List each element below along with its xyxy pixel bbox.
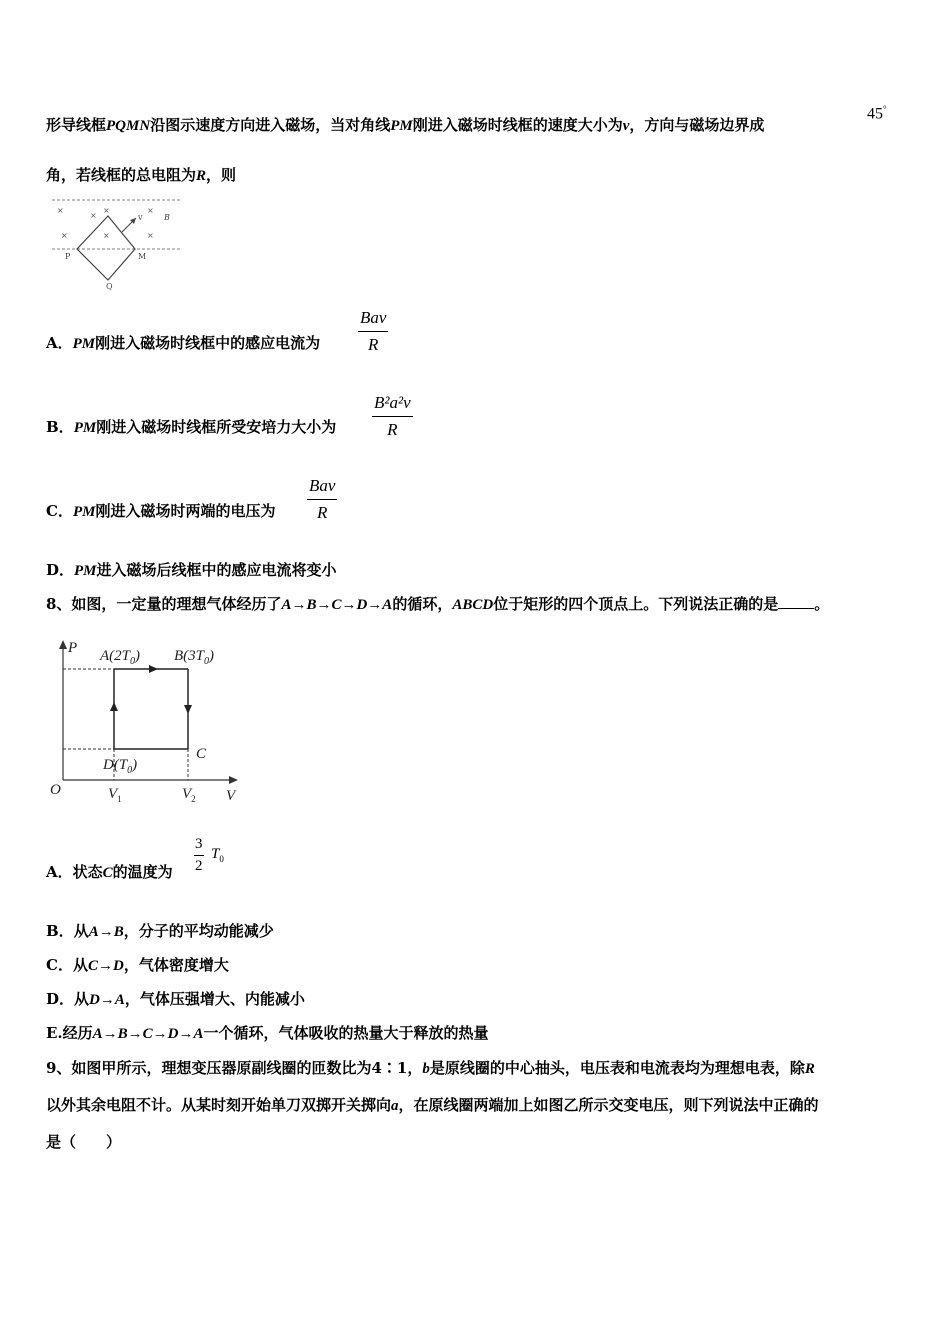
q8-option-d[interactable]: D．从D→A，气体压强增大、内能减小 (46, 990, 305, 1008)
cycle-rectangle (114, 669, 188, 749)
q8-option-b[interactable]: B．从A→B，分子的平均动能减少 (46, 922, 274, 940)
label-origin: O (50, 782, 61, 798)
label-M: M (138, 252, 147, 261)
q8-a-fraction: $\frac{3}{2}$ (195, 836, 203, 874)
label-B: B (164, 213, 170, 222)
arrow-b-to-c (184, 705, 192, 714)
q8-option-c[interactable]: C．从C→D，气体密度增大 (46, 956, 229, 974)
label-P: P (65, 252, 71, 261)
q9-stem-line1: 9、如图甲所示，理想变压器原副线圈的匝数比为4∶1，b是原线圈的中心抽头，电压表和电流表均为理想电表，除R (46, 1059, 815, 1077)
label-p-axis: P (68, 640, 78, 656)
arrow-d-to-a (110, 702, 118, 711)
q8-stem: 8、如图，一定量的理想气体经历了A→B→C→D→A的循环，ABCD位于矩形的四个顶点上。下列说法正确的是 。 (46, 595, 830, 613)
square-loop (77, 216, 135, 280)
answer-blank[interactable] (778, 594, 814, 609)
q7-stem-line1: 形导线框PQMN沿图示速度方向进入磁场，当对角线PM刚进入磁场时线框的速度大小为v，方向与磁场边界成 (46, 116, 765, 134)
field-cross: × (147, 206, 154, 215)
field-cross: × (103, 231, 110, 240)
label-state-d: $D(T_0)$ (103, 757, 138, 776)
field-cross: × (147, 231, 154, 240)
field-cross: × (103, 206, 110, 215)
q8-option-e[interactable]: E.经历A→B→C→D→A一个循环，气体吸收的热量大于释放的热量 (46, 1024, 489, 1042)
arrow-a-to-b (149, 665, 158, 673)
label-v2: $V_2$ (182, 786, 196, 804)
q8-pv-diagram (46, 632, 256, 807)
label-v1: $V_1$ (108, 786, 122, 804)
q7-loop-figure (50, 196, 185, 291)
q9-stem-line2: 以外其余电阻不计。从某时刻开始单刀双掷开关掷向a，在原线圈两端加上如图乙所示交变电压，则下列说法中正确的 (46, 1096, 819, 1114)
q7-c-fraction: Bav R (309, 476, 336, 522)
label-state-a: $A(2T_0)$ (100, 648, 140, 667)
field-cross: × (90, 211, 97, 220)
q8-a-temperature: $T_0$ (211, 846, 224, 864)
q7-stem-line2: 角，若线框的总电阻为R，则 (46, 166, 237, 184)
label-v: v (138, 213, 143, 222)
q7-a-fraction: Bav R (360, 308, 387, 354)
field-cross: × (61, 231, 68, 240)
label-state-c: C (196, 746, 207, 762)
field-cross: × (57, 206, 64, 215)
q7-option-b[interactable]: B．PM刚进入磁场时线框所受安培力大小为 (46, 418, 337, 436)
label-v-axis: V (226, 788, 236, 804)
label-state-b: $B(3T_0)$ (174, 648, 214, 667)
q7-option-d[interactable]: D．PM进入磁场后线框中的感应电流将变小 (46, 561, 337, 579)
angle-45: 45° (867, 104, 887, 123)
q8-option-a[interactable]: A．状态C的温度为 (46, 863, 173, 881)
q7-option-a[interactable]: A．PM刚进入磁场时线框中的感应电流为 (46, 334, 321, 352)
q9-stem-line3: 是（ ） (46, 1133, 122, 1151)
q7-b-fraction: $\frac{\text{B²a²v}}{R}$ (374, 393, 411, 439)
q7-option-c[interactable]: C．PM刚进入磁场时两端的电压为 (46, 502, 276, 520)
label-Q: Q (106, 282, 113, 291)
